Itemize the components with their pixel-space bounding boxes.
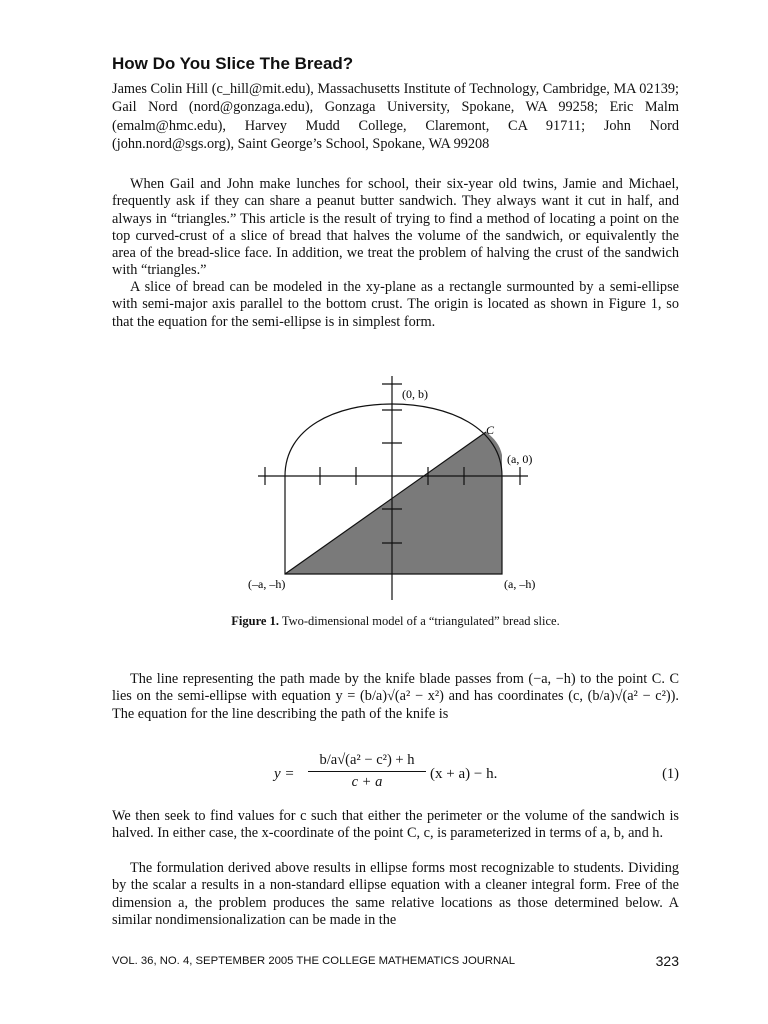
- page-footer: [112, 955, 679, 967]
- paragraph-formulation: The formulation derived above results in ellipse forms most recognizable to students. Dividing by the scalar a results in a non-standard ellipse equation with a cleaner integral form. Free of the dimension a, the problem produces the same relative locations as those determined below. A similar nondimensionalization can be made in the: [112, 860, 679, 928]
- caption-text: Two-dimensional model of a “triangulated” bread slice.: [281, 614, 560, 628]
- paragraph-halving: We then seek to find values for c such that either the perimeter or the volume of the sandwich is halved. In either case, the x-coordinate of the point C, c, is parameterized in terms of a, b, and h.: [112, 808, 679, 842]
- equation-1: [112, 752, 679, 796]
- equation-number: (1): [662, 766, 679, 782]
- journal-info: VOL. 36, NO. 4, SEPTEMBER 2005 THE COLLEGE MATHEMATICS JOURNAL: [112, 955, 516, 967]
- author-list: James Colin Hill (c_hill@mit.edu), Massachusetts Institute of Technology, Cambridge, MA 02139; Gail Nord (nord@gonzaga.edu), Gonzaga University, Spokane, WA 99258; Eric Malm (emalm@hmc.edu), Harvey Mudd College, Claremont, CA 91711; John Nord (john.nord@sgs.org), Saint George’s School, Spokane, WA 99208: [112, 81, 679, 152]
- caption-label: Figure 1.: [231, 614, 279, 628]
- shaded-region: [285, 432, 502, 574]
- label-c: C: [486, 423, 495, 437]
- figure-bread-slice: [230, 368, 550, 608]
- paragraph-knife-line: The line representing the path made by the knife blade passes from (−a, −h) to the point C. C lies on the semi-ellipse with equation y = (b/a)√(a² − x²) and has coordinates (c, (b/a)√(a² − c²)). The equation for the line describing the path of the knife is: [112, 671, 679, 722]
- label-bottom-left: (–a, –h): [248, 577, 286, 591]
- label-top: (0, b): [402, 387, 428, 401]
- equation-numerator: b/a√(a² − c²) + h: [308, 752, 426, 772]
- equation-denominator: c + a: [351, 774, 383, 790]
- paragraph-intro: When Gail and John make lunches for school, their six-year old twins, Jamie and Michael, frequently ask if they can share a peanut butter sandwich. They always want it cut in half, and always in “triangles.” This article is the result of trying to find a method of locating a point on the top curved-crust of a slice of bread that halves the volume of the sandwich, or equivalently the area of the bread-slice face. In addition, we treat the problem of halving the crust of the sandwich with “triangles.”: [112, 176, 679, 279]
- label-a0: (a, 0): [507, 452, 533, 466]
- article-title: How Do You Slice The Bread?: [112, 54, 354, 73]
- equation-lhs: y =: [274, 766, 295, 782]
- page-number: 323: [655, 953, 679, 969]
- figure-caption: [112, 614, 679, 629]
- equation-rest: (x + a) − h.: [430, 766, 498, 782]
- paragraph-model: A slice of bread can be modeled in the xy-plane as a rectangle surmounted by a semi-ellipse with semi-major axis parallel to the bottom crust. The origin is located as shown in Figure 1, so that the equation for the semi-ellipse is in simplest form.: [112, 279, 679, 330]
- label-bottom-right: (a, –h): [504, 577, 536, 591]
- equation-fraction: [308, 752, 426, 791]
